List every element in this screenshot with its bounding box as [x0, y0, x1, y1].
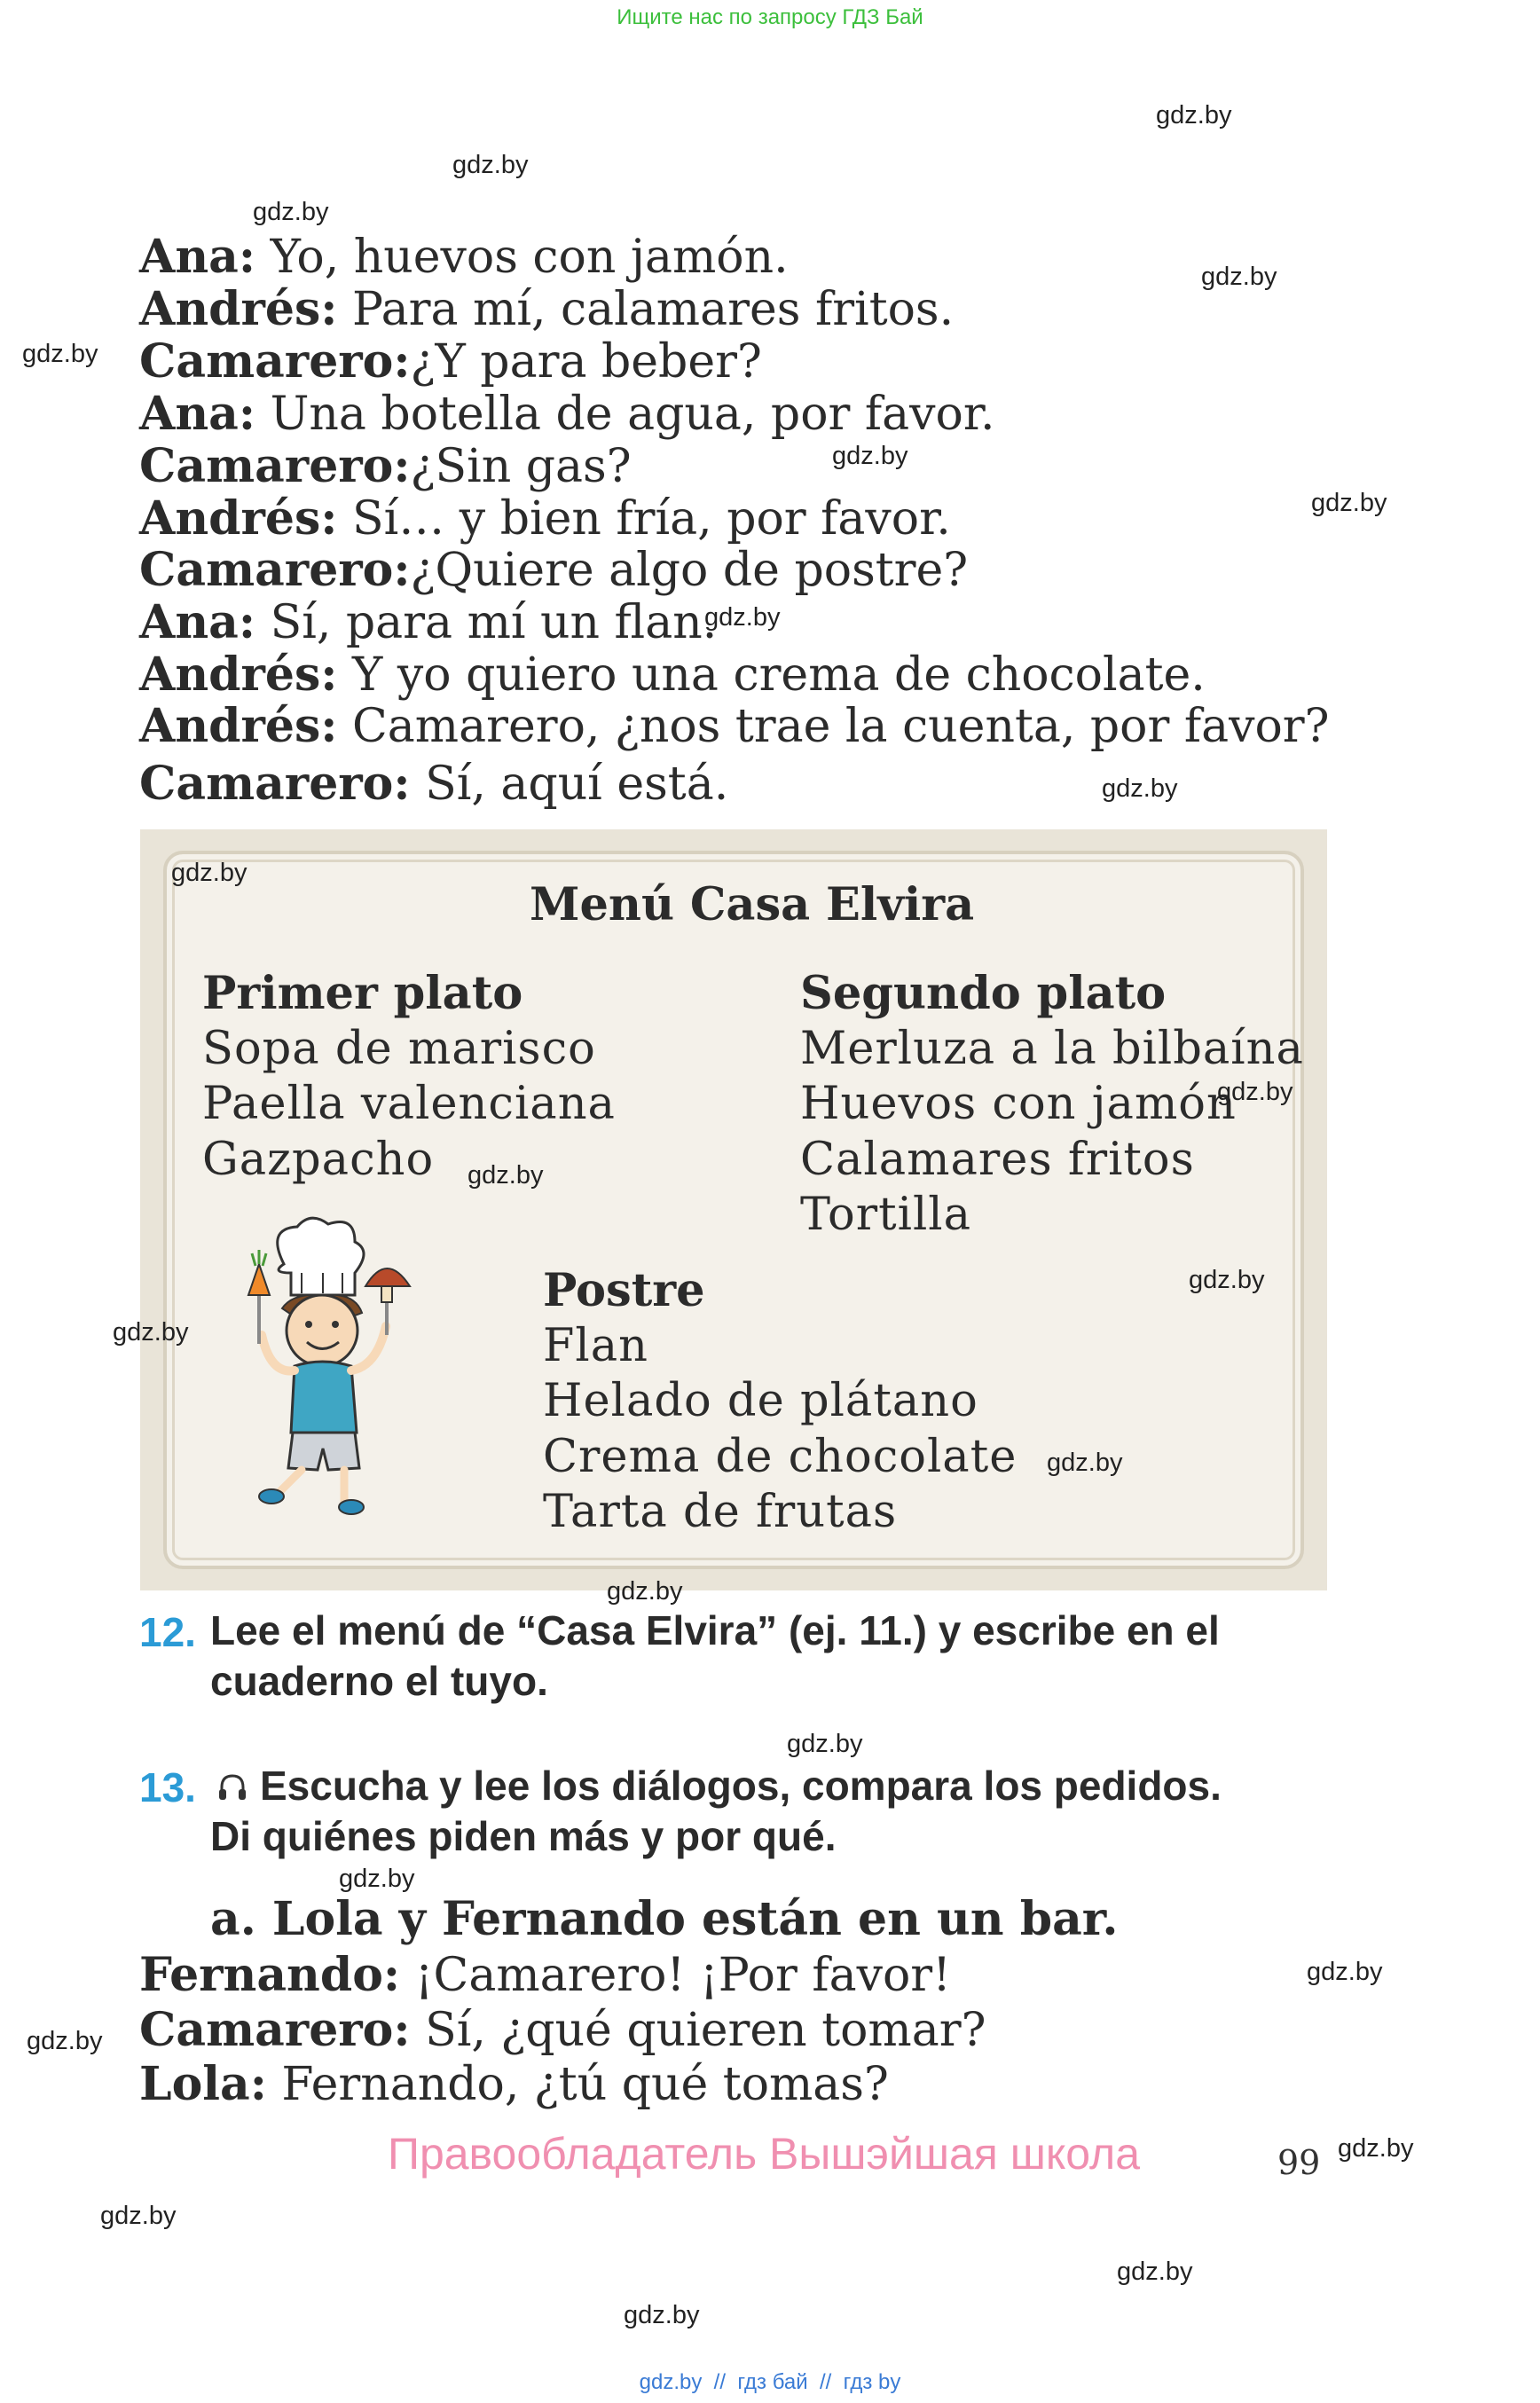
exercise-12-line1: Lee el menú de “Casa Elvira” (ej. 11.) y escribe en el: [210, 1607, 1220, 1653]
menu-item: Tarta de frutas: [543, 1486, 898, 1538]
menu-heading-primer-plato: Primer plato: [202, 967, 523, 1020]
menu-heading-segundo-plato: Segundo plato: [800, 967, 1167, 1020]
dialogue-line: Camarero: Sí, aquí está.: [139, 757, 729, 811]
exercise-13-line2: Di quiénes piden más y por qué.: [210, 1813, 837, 1859]
menu-item: Helado de plátano: [543, 1375, 978, 1427]
menu-item: Tortilla: [800, 1189, 971, 1241]
watermark: gdz.by: [832, 442, 908, 470]
top-banner: Ищите нас по запросу ГДЗ Бай: [617, 5, 923, 29]
watermark: gdz.by: [113, 1318, 189, 1347]
dialogue-line: Ana: Una botella de agua, por favor.: [139, 387, 995, 441]
menu-item: Crema de chocolate: [543, 1431, 1018, 1483]
dialogue-line: Camarero: Sí, ¿qué quieren tomar?: [139, 2003, 986, 2057]
copyright-notice: Правообладатель Вышэйшая школа: [388, 2129, 1140, 2179]
headphones-icon: [217, 1772, 248, 1802]
watermark: gdz.by: [704, 603, 781, 632]
watermark: gdz.by: [1102, 774, 1178, 803]
watermark: gdz.by: [787, 1730, 863, 1758]
dialogue-line: Andrés: Camarero, ¿nos trae la cuenta, por favor?: [139, 699, 1330, 753]
exercise-12-number: 12.: [139, 1609, 196, 1655]
watermark: gdz.by: [1047, 1449, 1123, 1477]
watermark: gdz.by: [624, 2301, 700, 2329]
dialogue-line: Fernando: ¡Camarero! ¡Por favor!: [139, 1948, 952, 2002]
watermark: gdz.by: [1338, 2134, 1414, 2163]
watermark: gdz.by: [171, 859, 248, 887]
menu-title: Menú Casa Elvira: [530, 878, 975, 931]
watermark: gdz.by: [27, 2027, 103, 2055]
watermark: gdz.by: [1156, 101, 1232, 130]
dialogue-line: Andrés: Para mí, calamares fritos.: [139, 282, 955, 336]
watermark: gdz.by: [1307, 1958, 1383, 1986]
exercise-13-number: 13.: [139, 1764, 196, 1810]
menu-item: Sopa de marisco: [202, 1023, 596, 1075]
watermark: gdz.by: [1217, 1078, 1293, 1106]
menu-item: Calamares fritos: [800, 1134, 1195, 1186]
menu-item: Gazpacho: [202, 1134, 435, 1186]
dialogue-line: Andrés: Sí… y bien fría, por favor.: [139, 491, 951, 546]
exercise-13-sub-a: a. Lola y Fernando están en un bar.: [210, 1892, 1119, 1946]
watermark: gdz.by: [1117, 2258, 1193, 2286]
dialogue-line: Camarero:¿Sin gas?: [139, 439, 632, 493]
menu-item: Flan: [543, 1320, 648, 1372]
exercise-12-line2: cuaderno el tuyo.: [210, 1658, 548, 1704]
dialogue-line: Ana: Yo, huevos con jamón.: [139, 230, 789, 284]
watermark: gdz.by: [1201, 263, 1277, 291]
exercise-13-line1: Escucha y lee los diálogos, compara los pedidos.: [260, 1763, 1222, 1809]
dialogue-line: Camarero:¿Y para beber?: [139, 334, 762, 389]
bottom-links[interactable]: gdz.by // гдз бай // гдз by: [639, 2370, 901, 2394]
watermark: gdz.by: [339, 1865, 415, 1893]
dialogue-line: Andrés: Y yo quiero una crema de chocolate.: [139, 648, 1206, 702]
dialogue-line: Ana: Sí, para mí un flan.: [139, 595, 718, 649]
watermark: gdz.by: [607, 1577, 683, 1606]
watermark: gdz.by: [468, 1161, 544, 1190]
dialogue-line: Lola: Fernando, ¿tú qué tomas?: [139, 2057, 889, 2111]
watermark: gdz.by: [253, 198, 329, 226]
dialogue-line: Camarero:¿Quiere algo de postre?: [139, 543, 969, 597]
watermark: gdz.by: [1189, 1266, 1265, 1294]
menu-item: Paella valenciana: [202, 1078, 616, 1130]
chef-boy-illustration: [213, 1211, 435, 1521]
menu-item: Merluza a la bilbaína: [800, 1023, 1304, 1075]
watermark: gdz.by: [452, 151, 529, 179]
page-number: 99: [1277, 2143, 1321, 2182]
menu-item: Huevos con jamón: [800, 1078, 1237, 1130]
watermark: gdz.by: [1311, 489, 1387, 517]
menu-heading-postre: Postre: [543, 1264, 705, 1317]
watermark: gdz.by: [22, 340, 98, 368]
watermark: gdz.by: [100, 2202, 177, 2230]
